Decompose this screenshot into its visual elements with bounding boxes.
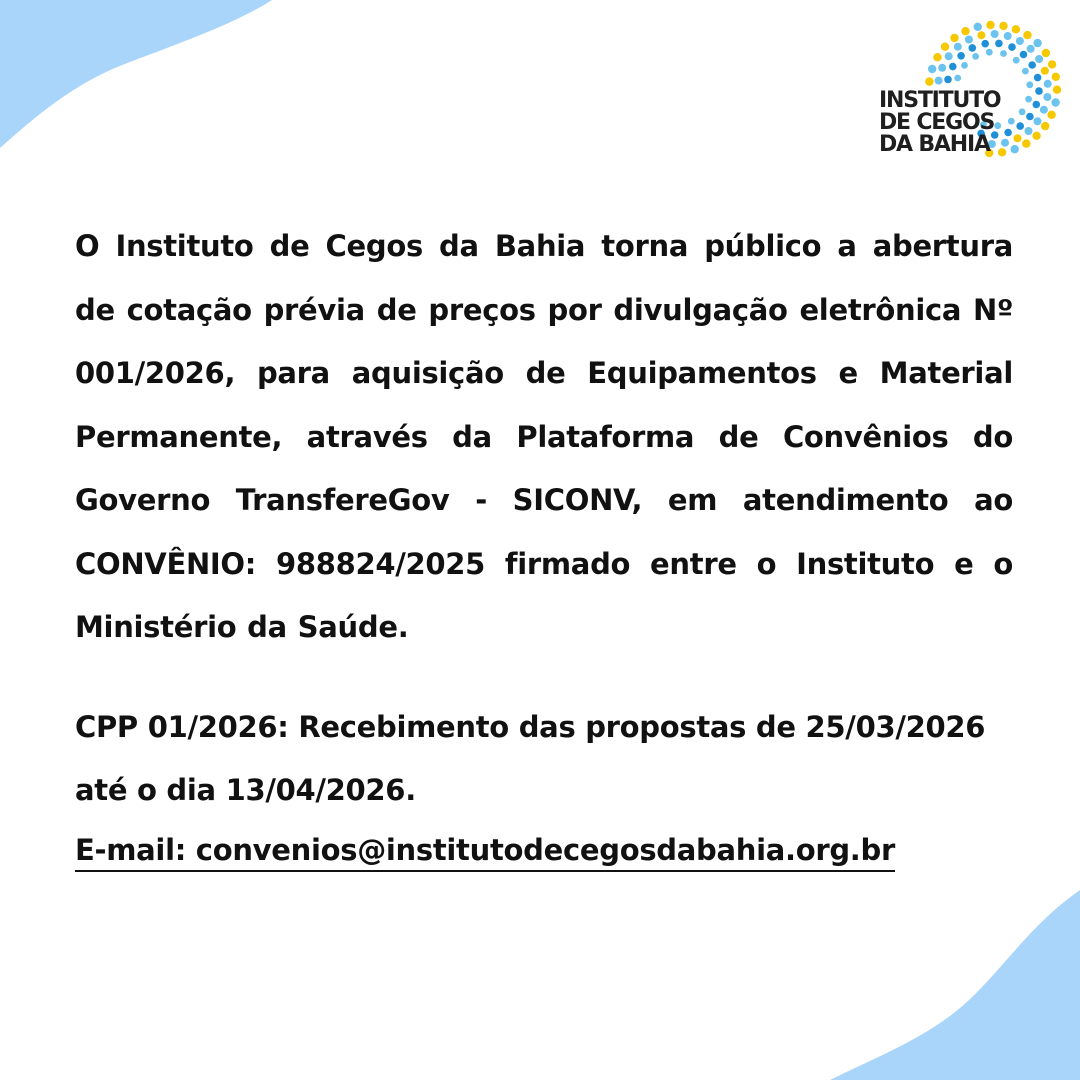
logo-dot (1035, 87, 1043, 95)
logo-dot (1025, 127, 1033, 135)
bottom-right-wave-shape (830, 890, 1080, 1080)
logo-dot (954, 43, 962, 51)
logo-dot (977, 31, 985, 39)
logo-dot (991, 30, 999, 38)
logo-dot (1016, 122, 1024, 130)
logo-dot (974, 23, 982, 31)
logo-line-de-cegos: DE CEGOS (879, 110, 995, 135)
logo-dot (1026, 81, 1033, 88)
logo-line-instituto: INSTITUTO (879, 88, 1001, 113)
logo-dot (1023, 31, 1031, 39)
logo-dot (1032, 132, 1040, 140)
logo-dot (1004, 32, 1012, 40)
logo-dot (945, 52, 953, 60)
logo-dot (1047, 111, 1055, 119)
logo-dot (1001, 139, 1009, 147)
logo-dot (1034, 74, 1042, 82)
logo-dot (1014, 134, 1022, 142)
logo-dot (1022, 68, 1029, 75)
logo-dot (995, 40, 1003, 48)
logo-dot (1048, 60, 1056, 68)
logo-dot (935, 77, 943, 85)
proposal-deadline-text: CPP 01/2026: Recebimento das propostas de 25/03/2026 até o dia 13/04/2026. (75, 709, 986, 807)
email-contact (75, 824, 1013, 876)
logo-wordmark (879, 90, 1000, 156)
logo-dot (954, 75, 961, 82)
logo-dot (1000, 50, 1007, 57)
logo-dot (961, 27, 969, 35)
logo-dot (1041, 67, 1049, 75)
logo-dot (1028, 61, 1036, 69)
logo-dot (969, 44, 977, 52)
logo-dot (999, 22, 1007, 30)
logo-dot (1051, 98, 1059, 106)
logo-dot (925, 77, 933, 85)
logo-dot (950, 34, 958, 42)
logo-dot (986, 21, 994, 29)
decorative-top-left-wave (0, 0, 280, 150)
logo-dot (1044, 80, 1052, 88)
logo-dot (1013, 57, 1020, 64)
logo-dot (986, 49, 993, 56)
decorative-bottom-right-wave (830, 890, 1080, 1080)
logo-dot (981, 40, 989, 48)
logo-dot (1011, 145, 1019, 153)
logo-dot (1016, 37, 1024, 45)
logo-dot (928, 65, 936, 73)
logo-dot (1026, 113, 1034, 121)
logo-dot (961, 62, 968, 69)
logo-line-da-bahia: DA BAHIA (879, 132, 990, 157)
logo-dot (1033, 101, 1041, 109)
logo-dot (1012, 25, 1020, 33)
logo-dot (1004, 129, 1012, 137)
logo-dot (944, 76, 952, 84)
logo-dot (965, 36, 973, 44)
logo-dot (1033, 39, 1041, 47)
logo-dot (972, 53, 979, 60)
logo-dot (1042, 49, 1050, 57)
logo-dot (938, 64, 946, 72)
logo-dot (1020, 51, 1028, 59)
top-left-wave-shape (0, 0, 272, 148)
logo-dot (1041, 122, 1049, 130)
logo-dot (1052, 73, 1060, 81)
logo-dot (1043, 93, 1051, 101)
logo-dot (957, 52, 965, 60)
logo-dot (1019, 108, 1026, 115)
logo-dot (1034, 117, 1042, 125)
logo-dot (1027, 45, 1035, 53)
logo-dot (949, 63, 957, 71)
email-link[interactable]: E-mail: convenios@institutodecegosdabahia.org.br (75, 830, 895, 872)
announcement-content (75, 215, 1013, 876)
logo-dot (941, 43, 949, 51)
announcement-paragraph: O Instituto de Cegos da Bahia torna público a abertura de cotação prévia de preços por divulgação eletrônica Nº 001/2026, para aquisição de Equipamentos e Material Permanente, através da Plataforma de Convênios do Governo TransfereGov - SICONV, em atendimento ao CONVÊNIO: 988824/2025 firmado entre o Instituto e o Ministério da Saúde. (75, 229, 1013, 644)
logo-dot (1008, 43, 1016, 51)
logo-dot (1025, 96, 1032, 103)
logo-dot (933, 53, 941, 61)
logo-dot (1035, 55, 1043, 63)
logo-dot (1053, 86, 1061, 94)
institute-logo (868, 12, 1068, 162)
logo-dot (1040, 106, 1048, 114)
logo-dot (1022, 139, 1030, 147)
logo-dot (1008, 118, 1015, 125)
